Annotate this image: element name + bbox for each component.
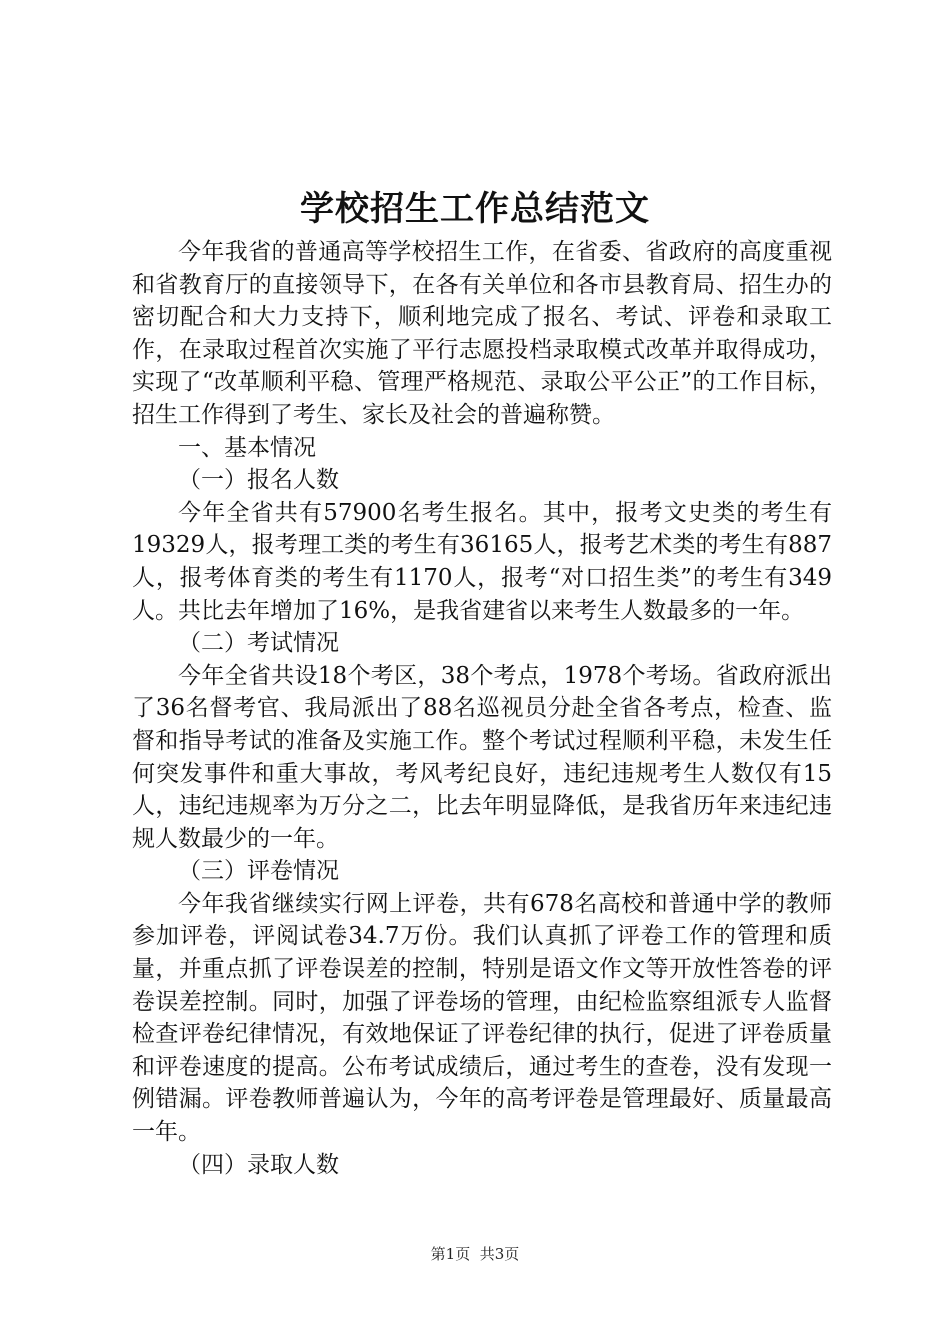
document-title: 学校招生工作总结范文 bbox=[300, 189, 650, 229]
marking-paragraph: 今年我省继续实行网上评卷，共有678名高校和普通中学的教师参加评卷，评阅试卷34.7万份。我们认真抓了评卷工作的管理和质量，并重点抓了评卷误差的控制，特别是语文作文等开放性答卷的评卷误差控制。同时，加强了评卷场的管理，由纪检监察组派专人监督检查评卷纪律情况，有效地保证了评卷纪律的执行，促进了评卷质量和评卷速度的提高。公布考试成绩后，通过考生的查卷，没有发现一例错漏。评卷教师普遍认为，今年的高考评卷是管理最好、质量最高一年。 bbox=[132, 890, 832, 1146]
section-heading-basic: 一、基本情况 bbox=[178, 434, 316, 461]
subheading-marking: （三）评卷情况 bbox=[178, 858, 339, 885]
exam-paragraph: 今年全省共设18个考区，38个考点，1978个考场。省政府派出了36名督考官、我局派出了88名巡视员分赴全省各考点，检查、监督和指导考试的准备及实施工作。整个考试过程顺利平稳，未发生任何突发事件和重大事故，考风考纪良好，违纪违规考生人数仅有15人，违纪违规率为万分之二，比去年明显降低，是我省历年来违纪违规人数最少的一年。 bbox=[132, 662, 832, 852]
page-footer bbox=[0, 1242, 950, 1266]
page-number: 第1页 bbox=[430, 1245, 471, 1263]
subheading-registration: （一）报名人数 bbox=[178, 467, 339, 494]
page-total: 共3页 bbox=[479, 1245, 520, 1263]
intro-paragraph: 今年我省的普通高等学校招生工作，在省委、省政府的高度重视和省教育厅的直接领导下，在各有关单位和各市县教育局、招生办的密切配合和大力支持下，顺利地完成了报名、考试、评卷和录取工作，在录取过程首次实施了平行志愿投档录取模式改革并取得成功，实现了“改革顺利平稳、管理严格规范、录取公平公正”的工作目标，招生工作得到了考生、家长及社会的普遍称赞。 bbox=[132, 239, 832, 428]
subheading-exam: （二）考试情况 bbox=[178, 630, 339, 657]
registration-paragraph: 今年全省共有57900名考生报名。其中，报考文史类的考生有19329人，报考理工类的考生有36165人，报考艺术类的考生有887人，报考体育类的考生有1170人，报考“对口招生类”的考生有349人。共比去年增加了16%，是我省建省以来考生人数最多的一年。 bbox=[132, 499, 832, 624]
document-body bbox=[132, 236, 832, 1181]
subheading-admission: （四）录取人数 bbox=[178, 1151, 339, 1178]
